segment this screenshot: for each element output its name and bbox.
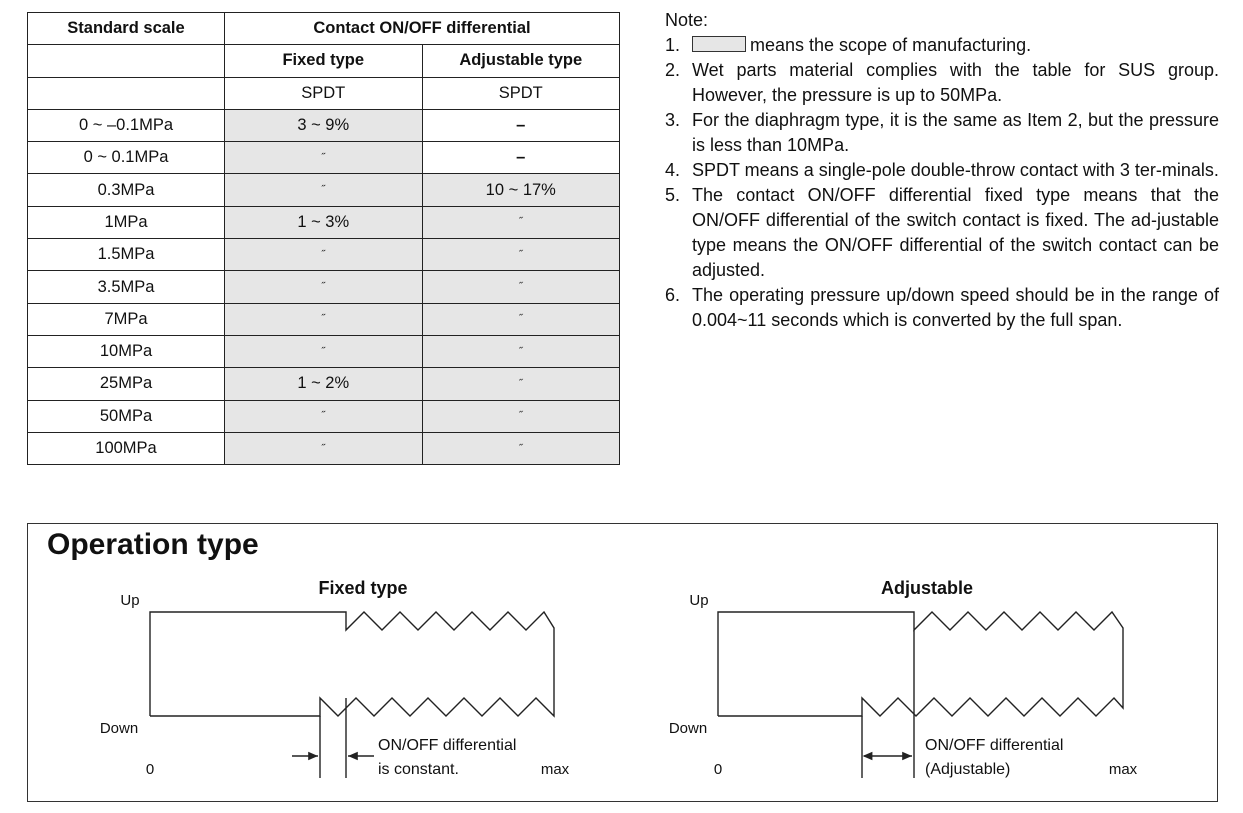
note-text: The operating pressure up/down speed should be in the range of 0.004~11 seconds which is converted by the full span. — [692, 285, 1219, 330]
adjustable-cell: 10 ~ 17% — [422, 174, 620, 206]
adjustable-note-line1: ON/OFF differential — [925, 737, 1064, 754]
adjustable-up-line — [718, 612, 1123, 716]
note-number: 3. — [665, 110, 681, 130]
note-number: 2. — [665, 60, 681, 80]
note-text: Wet parts material complies with the table for SUS group. However, the pressure is up to 50MPa. — [692, 60, 1219, 105]
scale-cell: 1.5MPa — [28, 239, 225, 271]
fixed-cell: 3 ~ 9% — [225, 109, 423, 141]
note-number: 6. — [665, 285, 681, 305]
adjustable-cell: ˝ — [422, 400, 620, 432]
adjustable-cell: ˝ — [422, 239, 620, 271]
scale-cell: 10MPa — [28, 335, 225, 367]
scale-cell: 7MPa — [28, 303, 225, 335]
adjustable-zero-label: 0 — [713, 761, 723, 778]
note-text: The contact ON/OFF differential fixed type means that the ON/OFF differential of the switch contact is fixed. The ad-justable type means the ON/OFF differential of the switch contact can be adjusted. — [692, 185, 1219, 280]
header-adjustable-type: Adjustable type — [422, 45, 620, 77]
fixed-cell: ˝ — [225, 303, 423, 335]
scale-cell: 1MPa — [28, 206, 225, 238]
header-standard-scale: Standard scale — [28, 13, 225, 45]
contact-adjustable: SPDT — [422, 77, 620, 109]
adjustable-cell: ˝ — [422, 335, 620, 367]
fixed-type-diagram — [100, 578, 570, 778]
scale-cell: 0 ~ 0.1MPa — [28, 142, 225, 174]
adjustable-cell: ˝ — [422, 271, 620, 303]
scale-cell: 0 ~ –0.1MPa — [28, 109, 225, 141]
scale-cell: 50MPa — [28, 400, 225, 432]
fixed-up-label: Up — [120, 592, 140, 609]
adjustable-down-line — [718, 698, 1123, 716]
adjustable-cell: – — [422, 142, 620, 174]
fixed-type-title: Fixed type — [318, 578, 408, 598]
adjustable-up-label: Up — [689, 592, 709, 609]
fixed-cell: ˝ — [225, 142, 423, 174]
adjustable-cell: ˝ — [422, 368, 620, 400]
adjustable-cell: ˝ — [422, 432, 620, 464]
adjustable-max-label: max — [1108, 761, 1138, 778]
fixed-max-label: max — [540, 761, 570, 778]
adjustable-cell: – — [422, 109, 620, 141]
scale-cell: 100MPa — [28, 432, 225, 464]
fixed-zero-label: 0 — [145, 761, 155, 778]
note-number: 5. — [665, 185, 681, 205]
fixed-cell: ˝ — [225, 239, 423, 271]
fixed-cell: 1 ~ 3% — [225, 206, 423, 238]
fixed-cell: ˝ — [225, 174, 423, 206]
fixed-down-label: Down — [99, 720, 139, 737]
fixed-cell: 1 ~ 2% — [225, 368, 423, 400]
fixed-down-line — [150, 698, 554, 716]
contact-fixed: SPDT — [225, 77, 423, 109]
fixed-note-line2: is constant. — [378, 761, 459, 778]
fixed-cell: ˝ — [225, 335, 423, 367]
scale-cell: 25MPa — [28, 368, 225, 400]
fixed-cell: ˝ — [225, 432, 423, 464]
adjustable-type-diagram — [669, 578, 1138, 778]
note-text: For the diaphragm type, it is the same as Item 2, but the pressure is less than 10MPa. — [692, 110, 1219, 155]
scale-cell: 0.3MPa — [28, 174, 225, 206]
note-number: 4. — [665, 160, 681, 180]
note-number: 1. — [665, 35, 681, 55]
adjustable-cell: ˝ — [422, 206, 620, 238]
note-text: SPDT means a single-pole double-throw contact with 3 ter-minals. — [692, 160, 1219, 180]
adjustable-down-label: Down — [668, 720, 708, 737]
adjustable-note-line2: (Adjustable) — [925, 761, 1011, 778]
notes-heading: Note: — [665, 10, 709, 30]
fixed-up-line — [150, 612, 554, 716]
adjustable-title: Adjustable — [880, 578, 974, 598]
header-contact-differential: Contact ON/OFF differential — [225, 13, 620, 45]
adjustable-cell: ˝ — [422, 303, 620, 335]
header-fixed-type: Fixed type — [225, 45, 423, 77]
scale-cell: 3.5MPa — [28, 271, 225, 303]
operation-type-title: Operation type — [47, 528, 259, 561]
note-text: means the scope of manufacturing. — [750, 35, 1032, 55]
fixed-cell: ˝ — [225, 400, 423, 432]
fixed-note-line1: ON/OFF differential — [378, 737, 517, 754]
fixed-cell: ˝ — [225, 271, 423, 303]
